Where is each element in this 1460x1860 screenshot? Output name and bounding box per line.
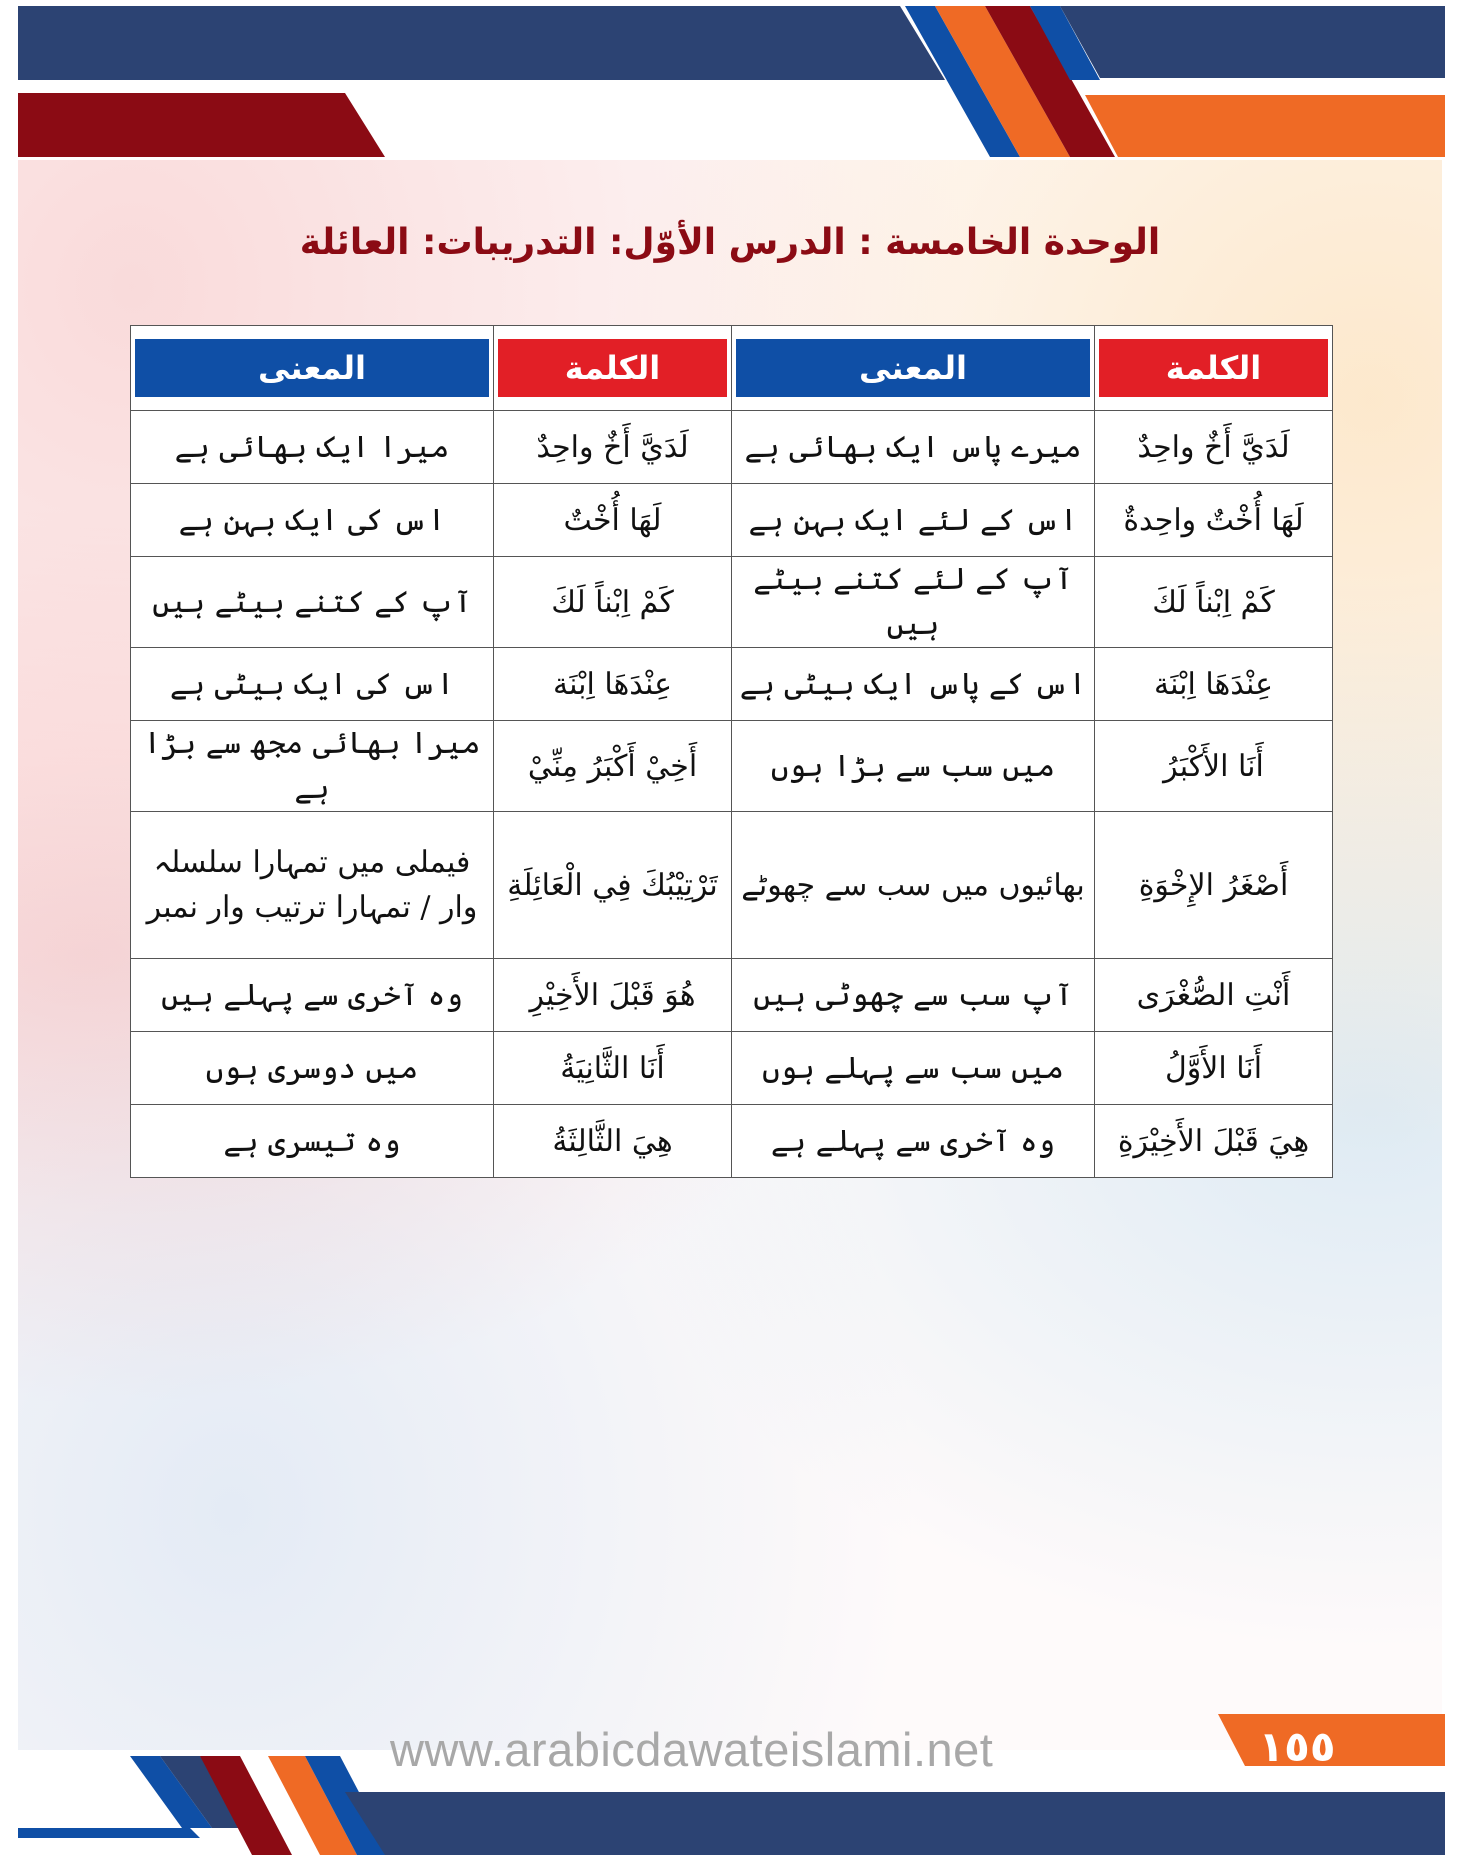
meaning-cell: اس کی ایک بیٹی ہے — [131, 648, 494, 721]
header-meaning-right: المعنى — [732, 326, 1095, 411]
table-row — [131, 557, 1333, 648]
meaning-cell: اس کے پاس ایک بیٹی ہے — [732, 648, 1095, 721]
page-title: الوحدة الخامسة : الدرس الأوّل: التدريبات: العائلة — [299, 222, 1161, 263]
meaning-cell: میں سب سے پہلے ہوں — [732, 1032, 1095, 1105]
word-cell: عِنْدَهَا اِبْنَة — [1095, 648, 1333, 721]
word-cell: أَخِيْ أَكْبَرُ مِنِّيْ — [494, 721, 732, 812]
page-number: ١٥٥ — [1258, 1722, 1336, 1771]
vocabulary-table — [130, 325, 1333, 1178]
header-word-left: الكلمة — [494, 326, 732, 411]
word-cell: أَصْغَرُ الإِخْوَةِ — [1095, 812, 1333, 959]
word-cell: لَدَيَّ أَخٌ واحِدٌ — [494, 411, 732, 484]
meaning-cell: میں سب سے بڑا ہوں — [732, 721, 1095, 812]
table-header-row — [131, 326, 1333, 411]
meaning-cell: میرا ایک بھائی ہے — [131, 411, 494, 484]
word-cell: أَنَا الأَوَّلُ — [1095, 1032, 1333, 1105]
word-cell: أَنَا الثَّانِيَةُ — [494, 1032, 732, 1105]
word-cell: لَهَا أُخْتٌ — [494, 484, 732, 557]
website-url: www.arabicdawateislami.net — [390, 1723, 994, 1776]
word-cell: هِيَ الثَّالِثَةُ — [494, 1105, 732, 1178]
meaning-cell: وہ آخری سے پہلے ہے — [732, 1105, 1095, 1178]
header-word-right: الكلمة — [1095, 326, 1333, 411]
word-cell: تَرْتِيْبُكَ فِي الْعَائِلَةِ — [494, 812, 732, 959]
meaning-cell: وہ آخری سے پہلے ہیں — [131, 959, 494, 1032]
table-row — [131, 721, 1333, 812]
word-cell: هُوَ قَبْلَ الأَخِيْرِ — [494, 959, 732, 1032]
table-row — [131, 648, 1333, 721]
word-cell: أَنْتِ الصُّغْرَى — [1095, 959, 1333, 1032]
word-cell: أَنَا الأَكْبَرُ — [1095, 721, 1333, 812]
table-row — [131, 812, 1333, 959]
table-row — [131, 1032, 1333, 1105]
word-cell: عِنْدَهَا اِبْنَة — [494, 648, 732, 721]
table-row — [131, 411, 1333, 484]
table-row — [131, 959, 1333, 1032]
top-banner — [0, 0, 1460, 160]
word-cell: هِيَ قَبْلَ الأَخِيْرَةِ — [1095, 1105, 1333, 1178]
meaning-cell: وہ تیسری ہے — [131, 1105, 494, 1178]
meaning-cell: آپ کے لئے کتنے بیٹے ہیں — [732, 557, 1095, 648]
meaning-cell: اس کی ایک بہن ہے — [131, 484, 494, 557]
meaning-cell: میں دوسری ہوں — [131, 1032, 494, 1105]
word-cell: لَهَا أُخْتٌ واحِدةٌ — [1095, 484, 1333, 557]
meaning-cell: اس کے لئے ایک بہن ہے — [732, 484, 1095, 557]
word-cell: كَمْ اِبْناً لَكَ — [1095, 557, 1333, 648]
table-row — [131, 484, 1333, 557]
meaning-cell: میرا بھائی مجھ سے بڑا ہے — [131, 721, 494, 812]
meaning-cell: آپ کے کتنے بیٹے ہیں — [131, 557, 494, 648]
word-cell: لَدَيَّ أَخٌ واحِدٌ — [1095, 411, 1333, 484]
meaning-cell: فیملی میں تمہارا سلسلہ وار / تمہارا ترتیب وار نمبر — [131, 812, 494, 959]
meaning-cell: آپ سب سے چھوٹی ہیں — [732, 959, 1095, 1032]
word-cell: كَمْ اِبْناً لَكَ — [494, 557, 732, 648]
meaning-cell: میرے پاس ایک بھائی ہے — [732, 411, 1095, 484]
meaning-cell: بھائیوں میں سب سے چھوٹے — [732, 812, 1095, 959]
table-row — [131, 1105, 1333, 1178]
header-meaning-left: المعنى — [131, 326, 494, 411]
